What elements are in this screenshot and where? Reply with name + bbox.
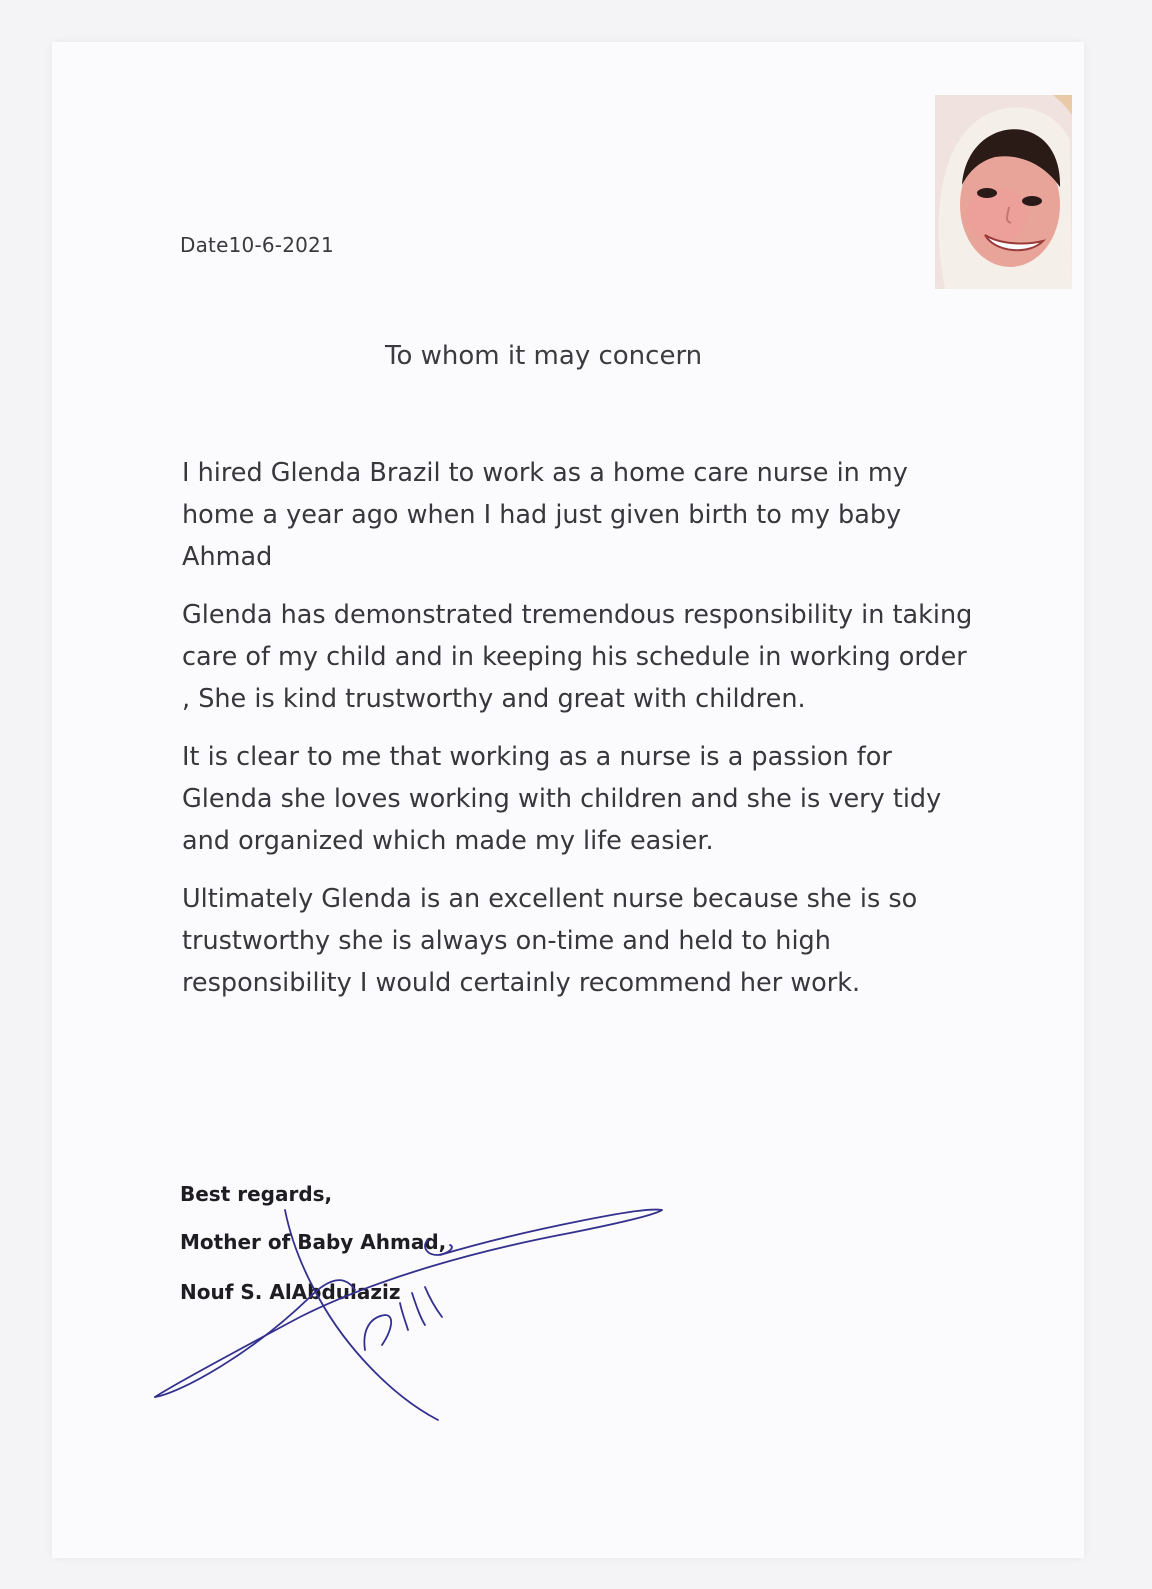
letter-paragraph: Glenda has demonstrated tremendous responsibility in taking care of my child and in keeping his schedule in working order , She is kind trustworthy and great with children. <box>182 600 973 714</box>
closing-regards: Best regards, <box>180 1182 333 1206</box>
letter-paragraph: I hired Glenda Brazil to work as a home care nurse in my home a year ago when I had just given birth to my baby Ahmad <box>182 458 908 572</box>
letter-salutation: To whom it may concern <box>385 341 703 371</box>
letter-paragraph: Ultimately Glenda is an excellent nurse because she is so trustworthy she is always on-time and held to high responsibility I would certainly recommend her work. <box>182 884 918 998</box>
closing-relation: Mother of Baby Ahmad, <box>180 1230 447 1254</box>
letter-paragraph: It is clear to me that working as a nurse is a passion for Glenda she loves working with children and she is very tidy and organized which made my life easier. <box>182 742 942 856</box>
closing-name: Nouf S. AlAbdulaziz <box>180 1280 401 1304</box>
letter-date: Date10-6-2021 <box>180 233 334 257</box>
letter-body <box>182 452 982 1020</box>
portrait-photo <box>935 95 1072 289</box>
